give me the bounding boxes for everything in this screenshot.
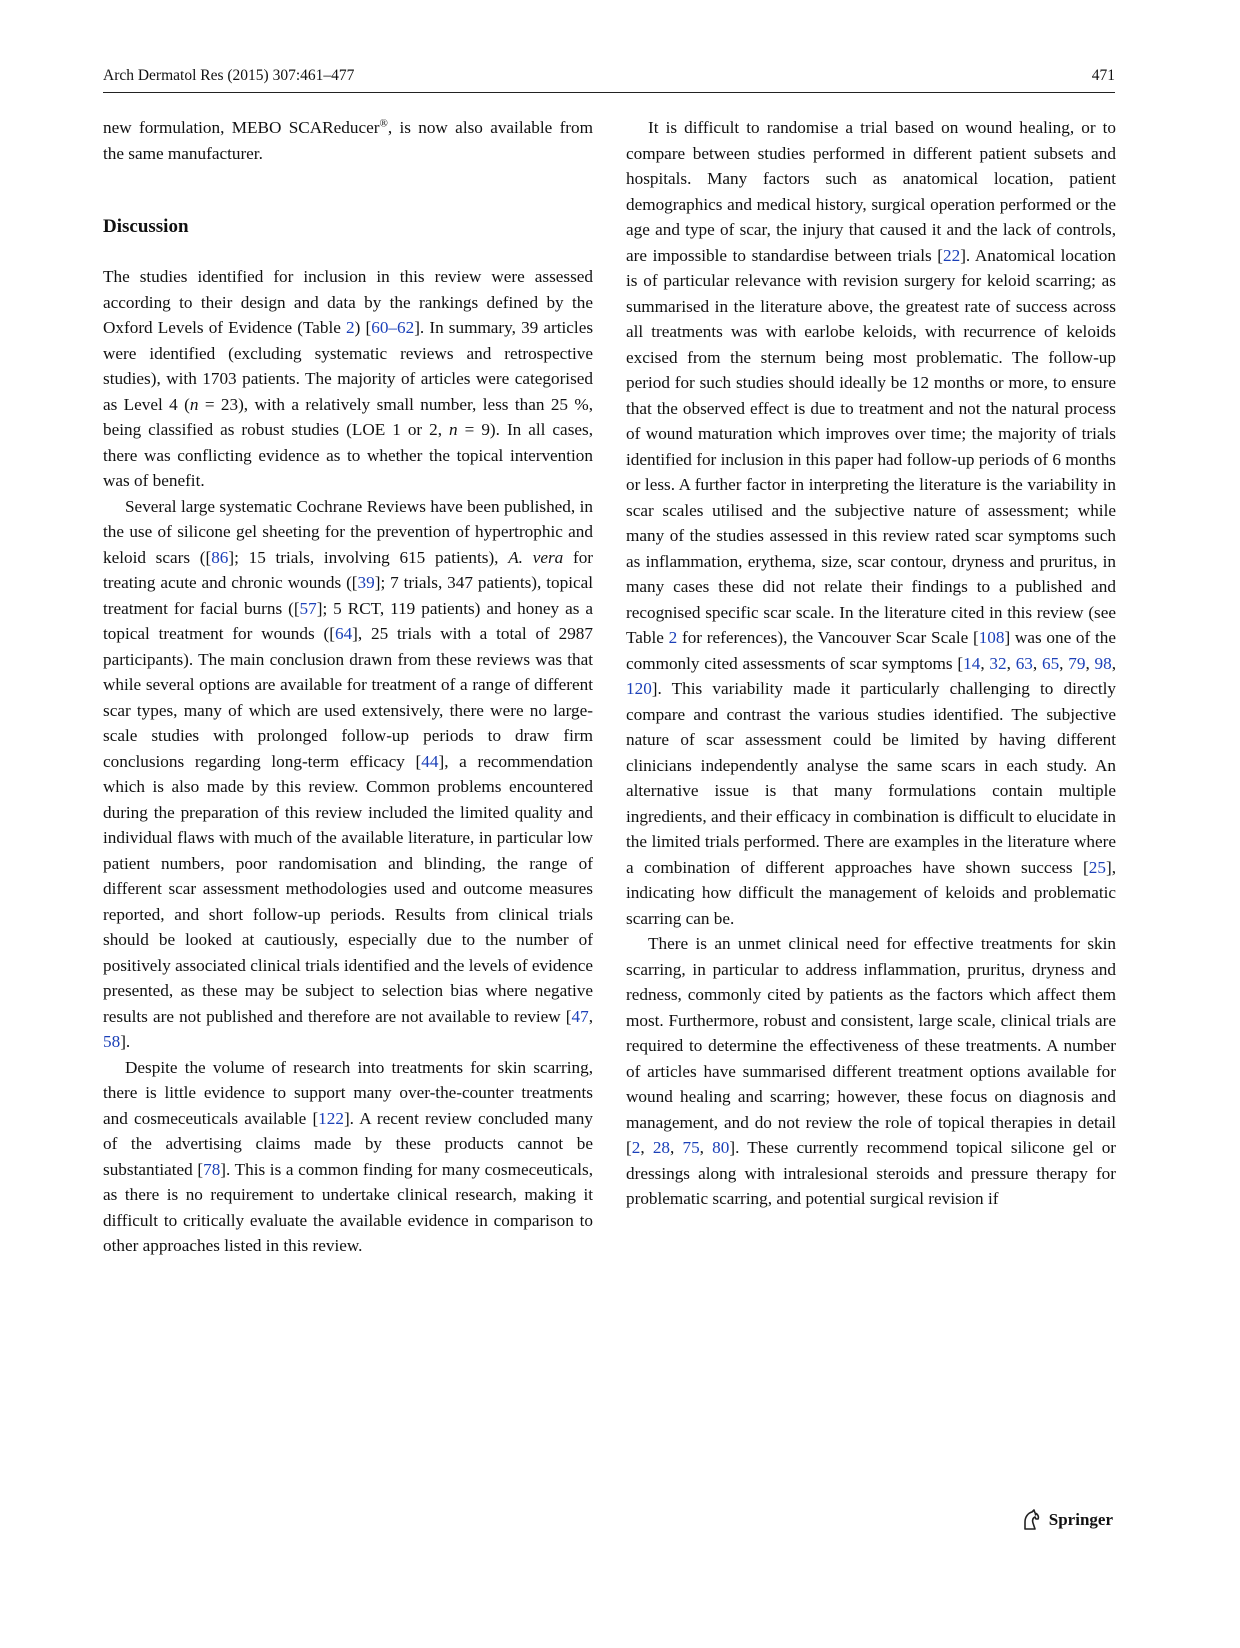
citation-link[interactable]: 25 xyxy=(1088,857,1106,877)
citation-link[interactable]: 120 xyxy=(626,679,652,698)
section-title-discussion: Discussion xyxy=(103,216,189,237)
registered-mark: ® xyxy=(379,117,388,130)
citation-link[interactable]: 64 xyxy=(334,624,353,643)
header-rule xyxy=(103,92,1115,93)
springer-horse-icon xyxy=(1019,1508,1043,1532)
page-number: 471 xyxy=(1091,67,1115,84)
intro-text: new formulation, MEBO SCAReducer xyxy=(103,118,380,137)
citation-link[interactable]: 58 xyxy=(103,1032,121,1051)
table-link[interactable]: 2 xyxy=(346,318,355,337)
citation-link[interactable]: 44 xyxy=(421,751,439,771)
citation-link[interactable]: 63 xyxy=(1015,653,1033,673)
citation-link[interactable]: 22 xyxy=(943,245,961,265)
citation-link[interactable]: 79 xyxy=(1068,653,1086,673)
right-column xyxy=(626,115,1116,1212)
citation-link[interactable]: 86 xyxy=(211,547,229,567)
citation-link[interactable]: 47 xyxy=(571,1006,589,1026)
discussion-paragraph-4: It is difficult to randomise a trial based on wound healing, or to compare between studies performed in different patient subsets and hospitals. Many factors such as anatomical location, patient demographics and medical history, surgical operation performed or the age and type of scar, the injury that caused it and the lack of controls, are impossible to standardise between trials [22]. Anatomical location is of particular relevance with revision surgery for keloid scarring; as summarised in the literature above, the greatest rate of success across all treatments was with earlobe keloids, with recurrence of keloids excised from the sternum being most problematic. The follow-up period for such studies should ideally be 12 months or more, to ensure that the observed effect is due to treatment and not the natural process of wound maturation which improves over time; the majority of trials identified for inclusion in this paper had follow-up periods of 6 months or less. A further factor in interpreting the literature is the variability in scar scales utilised and the subjective nature of assessment; while many of the studies assessed in this review rated scar symptoms such as inflammation, erythema, size, scar contour, dryness and pruritus, in many cases these did not relate their findings to a published and recognised specific scar scale. In the literature cited in this review (see Table 2 for references), the Vancouver Scar Scale [108] was one of the commonly cited assessments of scar symptoms [14, 32, 63, 65, 79, 98, 120]. This variability made it particularly challenging to directly compare and contrast the various studies identified. The subjective nature of scar assessment could be limited by having different clinicians independently analyse the same scars in each study. An alternative issue is that many formulations contain multiple ingredients, and their efficacy in combination is difficult to elucidate in the limited trials performed. There are examples in the literature where a combination of different approaches have shown success [25], indicating how difficult the management of keloids and problematic scarring can be. xyxy=(626,118,1117,928)
citation-link[interactable]: 60–62 xyxy=(371,318,415,337)
publisher-logo xyxy=(1019,1506,1113,1534)
citation-link[interactable]: 28 xyxy=(652,1138,670,1157)
running-head xyxy=(103,64,1115,88)
citation-link[interactable]: 65 xyxy=(1041,653,1060,673)
left-column xyxy=(103,115,593,1259)
citation-link[interactable]: 80 xyxy=(712,1138,730,1157)
citation-link[interactable]: 2 xyxy=(631,1138,641,1157)
citation-link[interactable]: 39 xyxy=(357,573,375,592)
citation-link[interactable]: 57 xyxy=(299,598,317,618)
citation-link[interactable]: 122 xyxy=(318,1108,344,1128)
citation-link[interactable]: 14 xyxy=(963,653,981,673)
citation-link[interactable]: 108 xyxy=(978,628,1005,647)
citation-link[interactable]: 32 xyxy=(989,653,1007,673)
journal-citation: Arch Dermatol Res (2015) 307:461–477 xyxy=(103,67,355,84)
table-link[interactable]: 2 xyxy=(668,628,678,647)
citation-link[interactable]: 98 xyxy=(1094,653,1112,673)
intro-paragraph xyxy=(103,115,593,166)
intro-text-end: , is now also available from the same manufacturer. xyxy=(103,118,593,163)
citation-link[interactable]: 78 xyxy=(203,1159,221,1179)
discussion-paragraph-1: The studies identified for inclusion in this review were assessed according to their design and data by the rankings defined by the Oxford Levels of Evidence (Table 2) [60–62]. In summary, 39 articles were identified (excluding systematic reviews and retrospective studies), with 1703 patients. The majority of articles were categorised as Level 4 (n = 23), with a relatively small number, less than 25 %, being classified as robust studies (LOE 1 or 2, n = 9). In all cases, there was conflicting evidence as to whether the topical intervention was of benefit. xyxy=(103,267,594,490)
publisher-name: Springer xyxy=(1048,1510,1113,1529)
discussion-paragraph-2: Several large systematic Cochrane Reviews have been published, in the use of silicone gel sheeting for the prevention of hypertrophic and keloid scars ([86]; 15 trials, involving 615 patients), A. vera for treating acute and chronic wounds ([39]; 7 trials, 347 patients), topical treatment for facial burns ([57]; 5 RCT, 119 patients) and honey as a topical treatment for wounds ([64], 25 trials with a total of 2987 participants). The main conclusion drawn from these reviews was that while several options are available for treatment of a range of different scar types, many of which are used extensively, there were no large-scale studies with prolonged follow-up periods to draw firm conclusions regarding long-term efficacy [44], a recommendation which is also made by this review. Common problems encountered during the preparation of this review included the limited quality and individual flaws with much of the available literature, in particular low patient numbers, poor randomisation and blinding, the range of different scar assessment methodologies used and outcome measures reported, and short follow-up periods. Results from clinical trials should be looked at cautiously, especially due to the number of positively associated clinical trials identified and the levels of evidence presented, as these may be subject to selection bias where negative results are not published and therefore are not available to review [47, 58]. xyxy=(103,496,594,1051)
citation-link[interactable]: 75 xyxy=(682,1138,700,1157)
discussion-paragraph-3: Despite the volume of research into treatments for skin scarring, there is little evidence to support many over-the-counter treatments and cosmeceuticals available [122]. A recent review concluded many of the advertising claims made by these products cannot be substantiated [78]. This is a common finding for many cosmeceuticals, as there is no requirement to undertake clinical research, making it difficult to critically evaluate the available evidence in comparison to other approaches listed in this review. xyxy=(103,1057,593,1255)
discussion-paragraph-5: There is an unmet clinical need for effective treatments for skin scarring, in particular to address inflammation, pruritus, dryness and redness, commonly cited by patients as the factors which affect them most. Furthermore, robust and consistent, large scale, clinical trials are required to determine the effectiveness of these treatments. A number of articles have summarised different treatment options available for wound healing and scarring; however, these focus on diagnosis and management, and do not review the role of topical therapies in detail [2, 28, 75, 80]. These currently recommend topical silicone gel or dressings along with intralesional steroids and pressure therapy for problematic scarring, and potential surgical revision if xyxy=(626,934,1117,1208)
